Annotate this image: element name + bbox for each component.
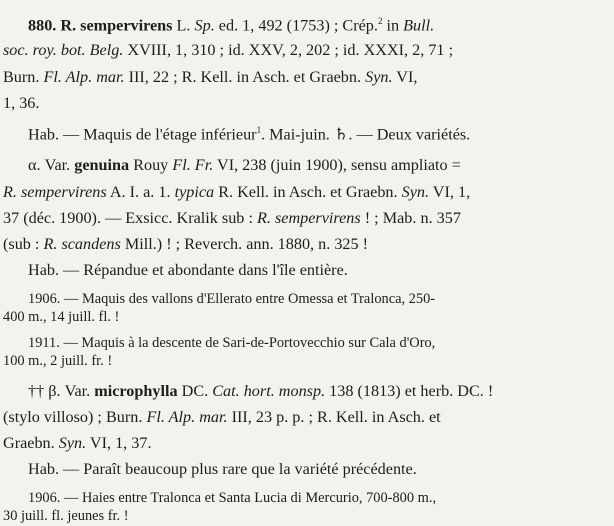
var-a-observation-1-line-2: 400 m., 14 juill. fl. ! [3, 309, 120, 325]
var-b-line-2: (stylo villoso) ; Burn. Fl. Alp. mar. III, 23 p. p. ; R. Kell. in Asch. et [3, 408, 441, 426]
var-a-observation-1-line-1: 1906. — Maquis des vallons d'Ellerato entre Omessa et Tralonca, 250- [28, 291, 436, 307]
entry-line-1: 880. R. sempervirens L. Sp. ed. 1, 492 (1753) ; Crép.$^2$ in Bull. [28, 16, 435, 35]
var-b-name: microphylla [94, 382, 178, 400]
var-a-marker: α. [28, 156, 41, 174]
entry-habitat: Hab. — Maquis de l'étage inférieur$^1$. Mai-juin. ♄. — Deux variétés. [28, 125, 471, 144]
var-b-line-3: Graebn. Syn. VI, 1, 37. [3, 434, 152, 452]
var-a-habitat: Hab. — Répandue et abondante dans l'île entière. [28, 261, 348, 279]
footnote-ref: 1 [256, 125, 262, 135]
var-b-habitat: Hab. — Paraît beaucoup plus rare que la variété précédente. [28, 460, 417, 478]
var-a-name: genuina [74, 156, 130, 174]
entry-line-4: 1, 36. [3, 94, 40, 112]
footnote-ref: 2 [377, 16, 383, 26]
entry-line-3: Burn. Fl. Alp. mar. III, 22 ; R. Kell. in Asch. et Graebn. Syn. VI, [3, 68, 418, 86]
var-b-observation-1-line-1: 1906. — Haies entre Tralonca et Santa Lucia di Mercurio, 700-800 m., [28, 490, 437, 506]
var-b-observation-1-line-2: 30 juill. fl. jeunes fr. ! [3, 508, 129, 524]
entry-number: 880. [28, 16, 57, 35]
var-a-line-2: R. sempervirens A. I. a. 1. typica R. Kell. in Asch. et Graebn. Syn. VI, 1, [3, 183, 471, 201]
var-a-observation-2-line-2: 100 m., 2 juill. fr. ! [3, 353, 113, 369]
species-name: R. sempervirens [60, 16, 173, 35]
var-a-observation-2-line-1: 1911. — Maquis à la descente de Sari-de-Portovecchio sur Cala d'Oro, [28, 335, 436, 351]
var-b-marker: †† β. [28, 382, 61, 400]
entry-line-2: soc. roy. bot. Belg. XVIII, 1, 310 ; id. XXV, 2, 202 ; id. XXXI, 2, 71 ; [3, 41, 454, 59]
var-a-line-1: α. Var. genuina Rouy Fl. Fr. VI, 238 (juin 1900), sensu ampliato = [28, 156, 461, 174]
var-a-line-4: (sub : R. scandens Mill.) ! ; Reverch. ann. 1880, n. 325 ! [3, 235, 369, 253]
var-b-line-1: †† β. Var. microphylla DC. Cat. hort. monsp. 138 (1813) et herb. DC. ! [28, 382, 494, 400]
var-a-line-3: 37 (déc. 1900). — Exsicc. Kralik sub : R. sempervirens ! ; Mab. n. 357 [3, 209, 461, 227]
